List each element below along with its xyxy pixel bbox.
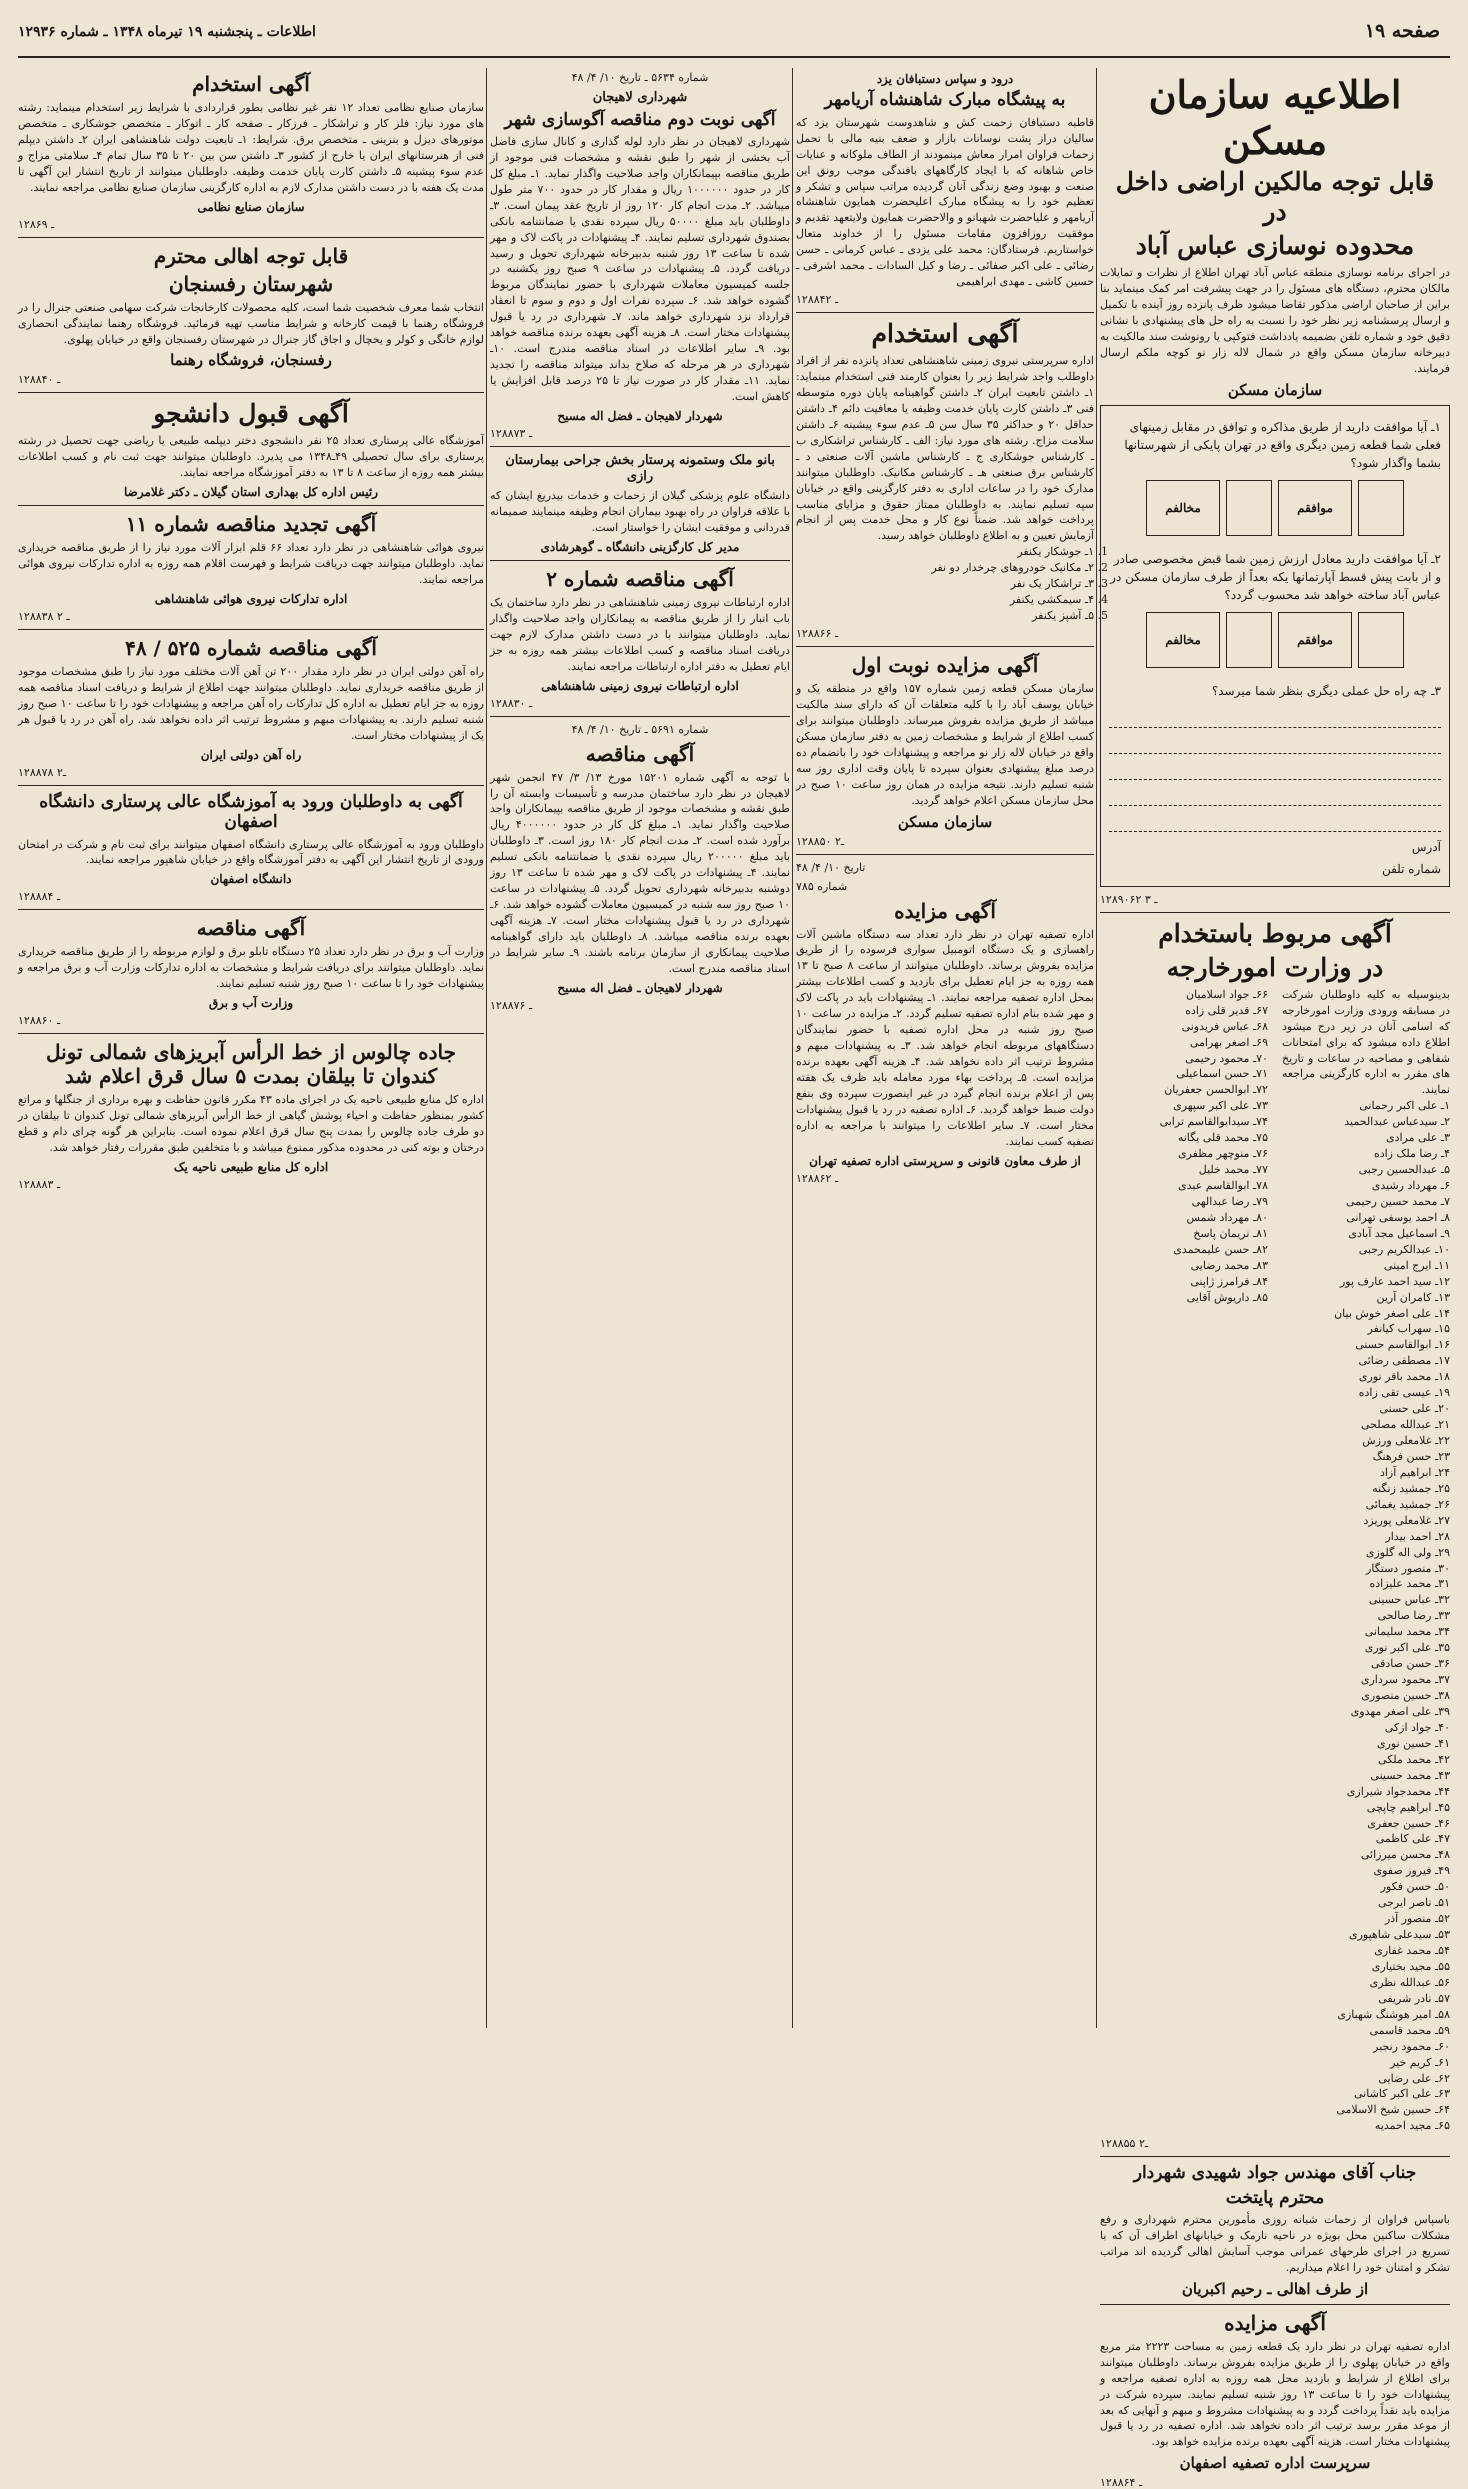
- auction-first-ref: ۱ـ۲ ۲۸۸۵۰: [796, 834, 845, 848]
- rafsanjan-ref: ۱ـ ۲۸۸۴۰: [18, 373, 61, 387]
- candidate-name: ۲۹ـ ولی اله گلوزی: [1365, 1545, 1450, 1559]
- list-item: 1. ۱ـ جوشکار یکنفر: [796, 544, 1094, 560]
- foreign-body: بدینوسیله به کلیه داوطلبان شرکت در مسابقه ورودی وزارت امورخارجه که اسامی آنان در زیر درج میشود اطلاع داده میشود که برای امتحانات شفاهی و مصاحبه در ساعات و تاریخ های مقرر به اداره کارگزینی مراجعه نمایند.: [1282, 987, 1450, 1097]
- tender-rail-sig: راه آهن دولتی ایران: [200, 747, 302, 762]
- nurse-body: دانشگاه علوم پزشکی گیلان از زحمات و خدمات بیدریغ ایشان که با علاقه فراوان در راه بهبود بیماران انجام وظیفه مینمایند صمیمانه قدردانی و موفقیت ایشان را خواستار است.: [490, 489, 790, 534]
- housing-body: در اجرای برنامه نوسازی منطقه عباس آباد تهران اطلاع از نظرات و تمایلات مالکان محترم، دستگاه های مسئول را در جهت پیشرفت امر کمک مینماید بنا براین از صاحبان اراضی مذکور تقاضا میشود ظرف پانزده روز آینده با تکمیل و ارسال پرسشنامه زیر نظر خود را نسبت به راه حل های پیشنهادی با نشانی دقیق خود و شماره تلفن بضمیمه یادداشت فتوکپی یا رونوشت سند مالکیت به دبیرخانه سازمان مسکن واقع در شمال لاله زار نو کوچه ملکم ارسال فرمایند.: [1100, 266, 1450, 375]
- candidate-name: ۵۲ـ منصور آذر: [1384, 1912, 1450, 1926]
- question-1: ۱ـ آیا موافقت دارید از طریق مذاکره و توافق در مقابل زمینهای فعلی شما قطعه زمین دیگری واقع در تهران پایکی از شهرستانها بشما واگذار شود؟: [1124, 419, 1441, 470]
- candidate-name: ۴۲ـ محمد ملکی: [1378, 1752, 1450, 1766]
- candidate-name: ۸۴ـ فرامرز ژاپنی: [1190, 1274, 1268, 1288]
- nurse-title: بانو ملک وستمونه پرستار بخش جراحی بیمارستان رازی: [505, 452, 775, 484]
- candidate-name: ۳۹ـ علی اصغر مهدوی: [1350, 1704, 1450, 1718]
- candidate-name: ۱۱ـ ایرج امینی: [1383, 1258, 1450, 1272]
- auction-c1-sig: سرپرست اداره تصفیه اصفهان: [1179, 2454, 1371, 2473]
- engineer-body: باسپاس فراوان از زحمات شبانه روزی مأمورین محترم شهرداری و رفع مشکلات ساکنین محل بویژه در ناحیه نارمک و خیابانهای اطراف آن که با تسریع در اجرای طرحهای عمرانی موجب آسایش اهالی گردیده اند مراتب تشکر و امتنان خود را اعلام میداریم.: [1100, 2213, 1450, 2274]
- auction-c2-sig: از طرف معاون قانونی و سرپرستی اداره تصفیه تهران: [809, 1153, 1081, 1168]
- foreign-ref: ۱ـ۲ ۲۸۸۵۵: [1100, 2137, 1149, 2151]
- student-body: آموزشگاه عالی پرستاری تعداد ۲۵ نفر دانشجوی دختر دیپلمه طبیعی یا ریاضی جهت تحصیل در رشته پرستاری برای سال تحصیلی ۴۹ـ۱۳۴۸ می پذیرد. داوطلبان میتوانند جهت ثبت نام و کسب اطلاعات بیشتر همه روزه از ساعت ۸ تا ۱۳ به دفتر آموزشگاه مراجعه نمایند.: [18, 434, 485, 480]
- candidate-name: ۷ـ محمد حسین رحیمی: [1345, 1194, 1450, 1208]
- candidate-name: ۵۸ـ امیر هوشنگ شهبازی: [1337, 2007, 1450, 2021]
- candidate-name: ۲۴ـ ابراهیم آزاد: [1379, 1465, 1450, 1479]
- rafsanjan-body: انتخاب شما معرف شخصیت شما است، کلیه محصولات کارخانجات شرکت سهامی صنعتی جنرال را در فروشگاه رهنما با قیمت کارخانه و شرایط مناسب تهیه فرمائید. فروشگاه رهنما نمایندگی انحصاری لوازم خانگی و کولر و یخچال و اجاق گاز جنرال در شهرستان رفسنجان واقع در خیابان پهلوی.: [18, 300, 484, 346]
- divider: [1100, 2304, 1450, 2305]
- employ-c2-list: [796, 544, 1094, 624]
- divider: [490, 446, 790, 447]
- question-3: ۳ـ چه راه حل عملی دیگری بنظر شما میرسد؟: [1211, 683, 1441, 698]
- candidate-name: ۱۵ـ سهراب کیانفر: [1367, 1322, 1450, 1336]
- housing-org-title: اطلاعیه سازمان مسکن: [1148, 72, 1402, 163]
- candidate-name: ۷۲ـ ابوالحسن جعفریان: [1164, 1083, 1268, 1097]
- candidate-name: ۳۲ـ عباس حسینی: [1368, 1593, 1450, 1607]
- phone-label: شماره تلفن: [1381, 861, 1441, 876]
- column-housing: [1100, 68, 1451, 2489]
- tunnel-title: جاده چالوس از خط الرأس آبریزهای شمالی تونل کندوان تا بیلقان بمدت ۵ سال قرق اعلام شد: [46, 1040, 456, 1089]
- divider: [18, 909, 484, 910]
- divider: [18, 785, 484, 786]
- candidate-name: ۶۳ـ علی اکبر کاشانی: [1354, 2087, 1450, 2101]
- auction-c2-num: شماره ۷۸۵: [796, 879, 848, 893]
- candidate-name: ۲۲ـ غلامعلی ورزش: [1362, 1434, 1450, 1447]
- candidate-name: ۳۶ـ حسن صادقی: [1370, 1657, 1450, 1671]
- lahijan-body: شهرداری لاهیجان در نظر دارد لوله گذاری و کانال سازی فاضل آب بخشی از شهر را طبق نقشه و مشخصات فنی موجود از طریق مناقصه بپیمانکاران واجد صلاحیت واگذار نماید. ۱ـ مبلغ کل کار در حدود ۱۰۰۰۰۰۰ ریال و مقدار کار در حدود ۷۰۰ متر طول میباشد. ۲ـ مدت انجام کار ۱۲۰ روز از تاریخ عقد پیمان است. ۳ـ داوطلبان باید مبلغ ۵۰۰۰۰ ریال سپرده نقدی یا ضمانتنامه بانکی بصندوق شهرداری تسلیم نمایند. ۴ـ پیشنهادات در پاکت لاک و مهر شده تا ساعت ۱۳ روز شنبه بدبیرخانه شهرداری تحویل و رسید دریافت گردد. ۵ـ پیشنهادات در ساعت ۹ صبح روز یکشنبه در جلسه کمیسیون معاملات شهرداری با حضور نمایندگان مربوط گشوده خواهد شد. ۶ـ سپرده نفرات اول و دوم و سوم تا انعقاد قرارداد نزد شهرداری خواهد ماند. ۷ـ شهرداری در رد یا قبول پیشنهادات مختار است. ۸ـ هزینه آگهی بعهده برنده مناقصه خواهد بود. ۹ـ سایر اطلاعات در اسناد مناقصه مندرج است. ۱۰ـ شهرداری در هر مرحله که صلاح بداند میتواند مناقصه را تجدید نماید. ۱۱ـ مقدار کار در صورت نیاز تا ۲۵ درصد قابل افزایش یا کاهش است.: [490, 134, 791, 403]
- candidate-name: ۵ـ عبدالحسین رجبی: [1358, 1163, 1450, 1177]
- candidate-name: ۴ـ رضا ملک زاده: [1373, 1147, 1450, 1161]
- column-4: [18, 68, 484, 2028]
- engineer-title-2: محترم پایتخت: [1225, 2187, 1325, 2208]
- column-rule: [486, 68, 487, 2028]
- candidate-name: ۵۷ـ نادر شریفی: [1378, 1991, 1450, 2005]
- tender-lahijan2-body: با توجه به آگهی شماره ۱۵۲۰۱ مورخ ۱۳/ ۳/ ۴۷ انجمن شهر لاهیجان در نظر دارد ساختمان مدرسه و تأسیسات وابسته آن را طبق نقشه و مشخصات موجود از طریق مناقصه بپیمانکاران واجد صلاحیت واگذار نماید. ۱ـ مبلغ کل کار در حدود ۴۰۰۰۰۰۰ ریال برآورد شده است. ۲ـ مدت انجام کار ۱۸۰ روز است. ۳ـ داوطلبان باید مبلغ ۲۰۰۰۰۰ ریال سپرده نقدی یا ضمانتنامه بانکی تسلیم نمایند. ۴ـ پیشنهادات در پاکت لاک و مهر شده تا ساعت ۱۳ روز دوشنبه بدبیرخانه شهرداری تحویل گردد. ۵ـ پیشنهادات در ساعت ۱۰ صبح روز سه شنبه در کمیسیون معاملات گشوده خواهد شد. ۶ـ شهرداری در رد یا قبول پیشنهادات مختار است. ۷ـ هزینه آگهی بعهده برنده مناقصه میباشد. ۸ـ داوطلبان باید دارای گواهینامه صلاحیت پیمانکاری از سازمان برنامه باشند. ۹ـ سایر شرایط در اسناد مناقصه مندرج است.: [490, 770, 791, 975]
- candidate-name: ۲۰ـ علی حسنی: [1379, 1402, 1450, 1416]
- divider: [18, 237, 484, 238]
- candidate-name: ۳۰ـ منصور دستگار: [1366, 1561, 1450, 1575]
- q1-agree-checkbox[interactable]: [1358, 480, 1404, 536]
- student-sig: رئیس اداره کل بهداری استان گیلان ـ دکتر غلامرضا: [124, 485, 378, 500]
- isfahan-sig: دانشگاه اصفهان: [210, 872, 292, 887]
- isfahan-body: داوطلبان ورود به آموزشگاه عالی پرستاری دانشگاه اصفهان میتوانند برای ثبت نام و شرکت در امتحان ورودی از تاریخ انتشار این آگهی به دفتر آموزشگاه واقع در خیابان شاهپور مراجعه نمایند.: [18, 837, 484, 867]
- candidate-name: ۴۴ـ محمدجواد شیرازی: [1346, 1784, 1450, 1798]
- candidate-name: ۷۵ـ محمد قلی یگانه: [1177, 1131, 1268, 1145]
- candidate-name: ۶۹ـ اصغر بهرامی: [1189, 1035, 1268, 1049]
- newspaper-page: [18, 18, 1451, 2489]
- candidate-name: ۶۴ـ حسین شیخ الاسلامی: [1336, 2103, 1450, 2117]
- q2-disagree-label: مخالفم: [1146, 612, 1220, 668]
- candidate-name: ۴۳ـ محمد حسینی: [1370, 1768, 1450, 1782]
- employ-c1-title: آگهی استخدام: [192, 72, 310, 96]
- tender2-title: آگهی مناقصه شماره ۲: [546, 566, 734, 591]
- isfahan-title: آگهی به داوطلبان ورود به آموزشگاه عالی پرستاری دانشگاه اصفهان: [39, 791, 463, 833]
- tunnel-sig: اداره کل منابع طبیعی ناحیه یک: [173, 1159, 329, 1174]
- answer-line-5[interactable]: [1109, 810, 1441, 832]
- column-2: [796, 68, 1094, 2028]
- candidate-name: ۲۳ـ حسن فرهنگ: [1372, 1449, 1450, 1463]
- candidate-name: ۷۴ـ سیدابوالقاسم ترابی: [1159, 1115, 1268, 1129]
- foreign-title-2: در وزارت امورخارجه: [1166, 952, 1384, 982]
- tender2-sig: اداره ارتباطات نیروی زمینی شاهنشاهی: [541, 678, 739, 693]
- candidate-name: ۹ـ اسماعیل مجد آبادی: [1348, 1226, 1450, 1240]
- candidate-name: ۱۲ـ سید احمد عارف پور: [1339, 1274, 1450, 1288]
- candidate-name: ۵۹ـ محمد قاسمی: [1369, 2023, 1450, 2037]
- candidate-name: ۴۰ـ جواد ازکی: [1384, 1720, 1450, 1734]
- candidate-name: ۸۱ـ نریمان پاسخ: [1193, 1226, 1268, 1240]
- divider: [796, 646, 1094, 647]
- yazd-title: به پیشگاه مبارک شاهنشاه آریامهر: [824, 90, 1066, 111]
- candidate-name: ۸۳ـ محمد رضایی: [1190, 1258, 1268, 1272]
- candidate-name: ۷۶ـ منوچهر مظفری: [1177, 1147, 1268, 1161]
- candidate-name: ۲۵ـ جمشید زنگنه: [1372, 1481, 1450, 1495]
- candidate-name: ۲۱ـ عبدالله مصلحی: [1361, 1418, 1450, 1432]
- tender11-title: آگهی تجدید مناقصه شماره ۱۱: [125, 512, 377, 537]
- lahijan-sig: شهردار لاهیجان ـ فضل اله مسیح: [557, 408, 723, 423]
- auction-c2-title: آگهی مزایده: [894, 898, 996, 923]
- candidate-name: ۶۸ـ عباس فریدونی: [1181, 1019, 1268, 1033]
- tender-c1-sig: وزارت آب و برق: [208, 996, 294, 1011]
- lahijan-org: شهرداری لاهیجان: [592, 90, 688, 105]
- divider: [796, 854, 1094, 855]
- candidate-name: ۱۷ـ مصطفی رضائی: [1358, 1354, 1450, 1368]
- employ-c2-body: اداره سرپرستی نیروی زمینی شاهنشاهی تعداد پانزده نفر از افراد داوطلب واجد شرایط زیر را بعنوان کارمند فنی استخدام مینماید: ۱ـ داشتن تابعیت ایران ۲ـ داشتن گواهینامه پایان دوره متوسطه فنی ۳ـ داشتن کارت پایان خدمت وظیفه یا معافیت دائم ۴ـ داشتن حداقل ۲۰ و حداکثر ۳۵ سال سن ۵ـ عدم سوء پیشینه ۶ـ داشتن سلامت مزاج. رشته های مورد نیاز: الف ـ کارشناس تراشکاری ب ـ کارشناس جوشکاری ج ـ کارشناس ماشین آلات صنعتی د ـ کارشناس برق صنعتی هـ ـ کارشناس مکانیک. داوطلبان میتوانند مدارک خود را در ساعات اداری به دفتر کارگزینی واقع در خیابان سپه تسلیم نمایند. به داوطلبان ممتاز حقوق و مزایای مناسب پرداخت خواهد شد. ضمناً نوع کار و محل خدمت پس از انجام آزمایش تعیین و به اطلاع داوطلبان خواهد رسید.: [796, 354, 1094, 543]
- candidate-name: ۵۱ـ ناصر ایرجی: [1377, 1896, 1450, 1910]
- lahijan-ref: ۱ـ ۲۸۸۷۳: [490, 426, 533, 440]
- candidate-name: ۱ـ علی اکبر رحمانی: [1359, 1099, 1450, 1113]
- q2-disagree-checkbox[interactable]: [1226, 612, 1272, 668]
- tender11-sig: اداره تدارکات نیروی هوائی شاهنشاهی: [154, 592, 348, 607]
- candidate-name: ۲۸ـ احمد بیدار: [1385, 1529, 1450, 1543]
- candidate-name: ۳۴ـ محمد سلیمانی: [1364, 1625, 1450, 1639]
- candidate-name: ۲ـ سیدعباس عبدالحمید: [1344, 1115, 1450, 1129]
- answer-line-4[interactable]: [1109, 784, 1441, 806]
- q1-agree-label: موافقم: [1278, 480, 1352, 536]
- column-3: [490, 68, 790, 2028]
- auction-c1-body: اداره تصفیه تهران در نظر دارد یک قطعه زمین به مساحت ۲۲۲۳ متر مربع واقع در خیابان پهلوی را از طریق مزایده بفروش برساند. داوطلبان میتوانند برای اطلاع از شرایط و بازدید محل همه روزه به اداره تصفیه مراجعه و پیشنهادات خود را تا ساعت ۱۳ روز شنبه تسلیم نمایند. سپرده شرکت در مزایده باید نقداً پرداخت گردد و به پیشنهادات مشروط و مبهم و آنهایی که بعد از موعد مقرر برسد ترتیب اثر داده نخواهد شد. اداره تصفیه در رد یا قبول پیشنهادات مختار است. هزینه آگهی بعهده برنده مزایده خواهد بود.: [1100, 2339, 1451, 2449]
- address-label: آدرس: [1411, 839, 1441, 854]
- candidate-name: ۷۳ـ علی اکبر سپهری: [1173, 1099, 1268, 1113]
- divider: [18, 1033, 484, 1034]
- candidate-name: ۱۹ـ عیسی تقی زاده: [1358, 1386, 1450, 1400]
- candidate-name: ۲۶ـ جمشید یغمائی: [1365, 1497, 1450, 1511]
- tunnel-body: اداره کل منابع طبیعی ناحیه یک در اجرای ماده ۴۳ مکرر قانون حفاظت و بهره برداری از جنگلها و مراتع کشور بمنظور حفاظت و احیاء پوشش گیاهی از خط الرأس آبریزهای شمالی تونل کندوان تا بیلقان در دو طرف جاده چالوس را بمدت پنج سال قرق اعلام نموده است. بنابراین هر گونه چرای دام و قطع درختان و بوته کنی در محدوده مذکور ممنوع میباشد و با متخلفین طبق مقررات رفتار خواهد شد.: [18, 1093, 484, 1155]
- tender-lahijan2-meta: شماره ۵۶۹۱ ـ تاریخ ۱۰/ ۴/ ۴۸: [571, 722, 709, 736]
- candidate-name: ۶۲ـ علی رضایی: [1378, 2071, 1450, 2085]
- housing-signature: سازمان مسکن: [1227, 380, 1323, 399]
- lahijan-meta: شماره ۵۶۳۴ ـ تاریخ ۱۰/ ۴/ ۴۸: [571, 71, 709, 84]
- tunnel-ref: ۱ـ ۲۸۸۸۳: [18, 1177, 61, 1191]
- tender2-body: اداره ارتباطات نیروی زمینی شاهنشاهی در نظر دارد ساختمان یک باب انبار را از طریق مناقصه به پیمانکاران واجد صلاحیت واگذار نماید. داوطلبان میتوانند با در دست داشتن مدارک لازم جهت دریافت اسناد مناقصه و کسب اطلاعات بیشتر همه روزه به جز ایام تعطیل به دفتر اداره ارتباطات مراجعه نمایند.: [490, 595, 790, 673]
- candidate-name: ۸ـ احمد یوسفی تهرانی: [1346, 1210, 1450, 1224]
- candidate-name: ۱۸ـ محمد باقر نوری: [1358, 1370, 1450, 1384]
- tender-rail-body: راه آهن دولتی ایران در نظر دارد مقدار ۲۰۰ تن آهن آلات مختلف مورد نیاز را طبق مشخصات موجود از طریق مناقصه خریداری نماید. داوطلبان میتوانند جهت اطلاع از شرایط و دریافت اسناد مناقصه همه روزه به جز ایام تعطیل به اداره کل تدارکات راه آهن مراجعه و پیشنهادات خود را تا ساعت ۱۰ صبح روز شنبه تسلیم دارند. به پیشنهادات مبهم و مشروط ترتیب اثر داده نخواهد شد. راه آهن در رد یا قبول هر یک از پیشنهادات مختار است.: [18, 665, 484, 742]
- candidate-name: ۶۱ـ کریم خیر: [1390, 2055, 1450, 2069]
- nurse-sig: مدیر کل کارگزینی دانشگاه ـ گوهرشادی: [540, 539, 740, 554]
- tender-lahijan2-ref: ۱ـ ۲۸۸۷۶: [490, 998, 533, 1012]
- employ-c1-ref: ۱ـ ۲۸۶۹: [18, 217, 55, 231]
- employ-c1-sig: سازمان صنایع نظامی: [197, 199, 305, 214]
- divider: [490, 716, 790, 717]
- isfahan-ref: ۱ـ ۲۸۸۸۴: [18, 890, 61, 904]
- q2-agree-label: موافقم: [1278, 612, 1352, 668]
- auction-c2-date: تاریخ ۱۰/ ۴/ ۴۸: [796, 860, 866, 874]
- student-title: آگهی قبول دانشجو: [153, 399, 349, 429]
- candidate-name: ۳۷ـ محمود سرداری: [1360, 1673, 1450, 1687]
- tender-rail-ref: ۱ـ۲ ۲۸۸۷۸: [18, 765, 67, 779]
- tender2-ref: ۱ـ ۲۸۸۳۰: [490, 696, 533, 710]
- question-2-options: [1109, 612, 1441, 668]
- candidate-name: ۱۳ـ کامران آرین: [1376, 1290, 1450, 1304]
- candidate-name: ۷۷ـ محمد خلیل: [1198, 1163, 1268, 1177]
- auction-first-title: آگهی مزایده نوبت اول: [851, 653, 1039, 678]
- tender-c1-ref: ۱ـ ۲۸۸۶۰: [18, 1014, 61, 1028]
- list-item: 3. ۳ـ تراشکار یک نفر: [796, 576, 1094, 592]
- lahijan-title: آگهی نوبت دوم مناقصه آگوسازی شهر: [504, 109, 776, 130]
- candidate-name: ۷۸ـ ابوالقاسم عبدی: [1178, 1179, 1268, 1192]
- employ-c1-body: سازمان صنایع نظامی تعداد ۱۲ نفر غیر نظامی بطور قراردادی با شرایط زیر استخدام مینماید: رشته های مورد نیاز: فلز کار و تراشکار ـ فرزکار ـ صفحه کار ـ اتوکار ـ متخصص جوشکاری ـ متخصص موتورهای دیزل و بنزینی ـ متخصص برق. شرایط: ۱ـ تابعیت دولت شاهنشاهی ایران ۲ـ داشتن دیپلم فنی از هنرستانهای ایران یا خارج از کشور ۳ـ داشتن سن بین ۲۰ تا ۳۵ سال تمام ۴ـ سلامتی مزاج و عدم سوء پیشینه ۵ـ داشتن کارت پایان خدمت وظیفه. داوطلبان میتوانند از تاریخ انتشار این آگهی تا مدت یک هفته با در دست داشتن مدارک لازم به اداره کارگزینی سازمان صنایع نظامی مراجعه نمایند.: [18, 101, 485, 194]
- yazd-body: قاطبه دستبافان زحمت کش و شاهدوست شهرستان یزد که سالیان دراز پشت نوسانات بازار و ضعف بنیه مالی با تحمل زحمات فراوان امرار معاش مینمودند از الطاف ملوکانه و عنایات خاص شاهانه که با ایجاد کارگاههای بافندگی موجب رونق این صنعت و بهبود وضع زندگی آنان گردیده مراتب سپاس و تشکر و تعظیم خود را به پیشگاه مبارک اعلیحضرت همایون شاهنشاه آریامهر و علیاحضرت شهبانو و والاحضرت همایون ولایتعهد تقدیم و موفقیت روزافزون مقامات مسئول را از خداوند متعال خواستاریم. فرستادگان: محمد علی یزدی ـ عباس کرمانی ـ حسن رضائی ـ علی اکبر صفائی ـ رضا و کیل السادات ـ محمد اشرفی ـ حسین کاشی ـ مهدی ابراهیمی: [796, 115, 1094, 289]
- tender-rail-title: آگهی مناقصه شماره ۵۲۵ / ۴۸: [125, 636, 377, 661]
- auction-first-sig: سازمان مسکن: [897, 812, 993, 831]
- candidate-name: ۶۵ـ مجید احمدیه: [1374, 2119, 1450, 2133]
- divider: [18, 392, 484, 393]
- yazd-kicker: درود و سپاس دستبافان یزد: [876, 72, 1014, 86]
- rafsanjan-title-2: شهرستان رفسنجان: [168, 271, 334, 296]
- employ-c2-ref: ۱ـ ۲۸۸۶۶: [796, 627, 839, 641]
- candidate-name: ۶۶ـ جواد اسلامیان: [1186, 987, 1268, 1001]
- tender11-ref: ۱ـ ۲ ۲۸۸۳۸: [18, 610, 70, 624]
- housing-subtitle-1: قابل توجه مالکین اراضی داخل در: [1115, 167, 1435, 227]
- candidate-name: ۴۱ـ حسین نوری: [1376, 1736, 1450, 1750]
- candidate-name: ۸۰ـ مهرداد شمس: [1186, 1210, 1268, 1224]
- tender-lahijan2-sig: شهردار لاهیجان ـ فضل اله مسیح: [557, 980, 723, 995]
- column-rule: [792, 68, 793, 2028]
- rafsanjan-title-1: قابل توجه اهالی محترم: [153, 243, 349, 268]
- foreign-names: [1100, 987, 1450, 2135]
- candidate-name: ۷۰ـ محمود رحیمی: [1185, 1051, 1268, 1065]
- auction-c2-body: اداره تصفیه تهران در نظر دارد تعداد سه دستگاه ماشین آلات راهسازی و یک دستگاه اتومبیل سواری فرسوده را از طریق مزایده بفروش برساند. داوطلبان میتوانند از ساعت ۸ صبح تا ۱۳ همه روزه به جز ایام تعطیل برای بازدید و کسب اطلاعات بیشتر بمحل اداره تصفیه مراجعه نمایند. ۱ـ پیشنهادات باید در پاکت لاک و مهر شده بنام اداره تصفیه تسلیم گردد. ۲ـ مزایده در ساعت ۱۰ صبح روز شنبه در محل اداره تصفیه با حضور نمایندگان دستگاههای مربوطه انجام خواهد شد. ۳ـ به پیشنهادات مبهم و مشروط ترتیب اثر داده نخواهد شد. ۴ـ هزینه آگهی بعهده برنده مزایده است. ۵ـ پرداخت بهاء مورد معامله باید ظرف یک هفته پس از اعلام برنده انجام گیرد در غیر اینصورت سپرده وی بنفع دولت ضبط خواهد گردید. ۶ـ اداره تصفیه در رد یا قبول پیشنهادات مختار است. ۷ـ سایر اطلاعات را میتوانند با مراجعه به اداره تصفیه کسب نمایند.: [796, 927, 1094, 1148]
- tender-c1-title: آگهی مناقصه: [196, 916, 306, 941]
- auction-c1-title: آگهی مزایده: [1224, 2310, 1326, 2335]
- candidate-name: ۱۰ـ عبدالکریم رجبی: [1358, 1242, 1450, 1256]
- answer-line-1[interactable]: [1109, 706, 1441, 728]
- candidate-name: ۸۲ـ حسن علیمحمدی: [1173, 1242, 1268, 1256]
- foreign-title-1: آگهی مربوط باستخدام: [1158, 918, 1392, 948]
- divider: [1100, 912, 1450, 913]
- tender-lahijan2-title: آگهی مناقصه: [585, 741, 695, 766]
- tender-c1-body: وزارت آب و برق در نظر دارد تعداد ۲۵ دستگاه تابلو برق و لوازم مربوطه را از طریق مناقصه خریداری نماید. داوطلبان میتوانند برای دریافت شرایط و مشخصات به اداره تدارکات وزارت آب و برق مراجعه و پیشنهادات خود را تا ساعت ۱۰ صبح روز شنبه تسلیم نمایند.: [18, 945, 485, 991]
- candidate-name: ۴۵ـ ابراهیم چاپچی: [1366, 1800, 1450, 1814]
- q1-disagree-checkbox[interactable]: [1226, 480, 1272, 536]
- candidate-name: ۱۴ـ علی اصغر خوش بیان: [1334, 1306, 1450, 1320]
- candidate-name: ۵۳ـ سیدعلی شاهپوری: [1348, 1928, 1450, 1942]
- masthead-rule: [18, 56, 1450, 58]
- question-2: ۲ـ آیا موافقت دارید معادل ارزش زمین شما قبض مخصوصی صادر و از بابت پیش قسط آپارتمانها یکه بعداً از طرف سازمان مسکن در عباس آباد ساخته خواهد شد محسوب گردد؟: [1110, 551, 1441, 602]
- names-list-a: [1100, 987, 1268, 1306]
- rafsanjan-sig: رفسنجان، فروشگاه رهنما: [170, 351, 332, 370]
- divider: [18, 505, 484, 506]
- auction-c1-ref: ۱ـ ۲۸۸۶۴: [1100, 2476, 1143, 2489]
- q2-agree-checkbox[interactable]: [1358, 612, 1404, 668]
- engineer-sig: از طرف اهالی ـ رحیم اکبریان: [1181, 2279, 1369, 2298]
- candidate-name: ۵۰ـ حسن فکور: [1380, 1880, 1450, 1894]
- employ-c2-title: آگهی استخدام: [871, 319, 1019, 349]
- issue-line: اطلاعات ـ پنجشنبه ۱۹ تیرماه ۱۳۴۸ ـ شماره ۱۲۹۳۶: [18, 24, 316, 40]
- candidate-name: ۱۶ـ ابوالقاسم حسنی: [1355, 1338, 1450, 1352]
- q1-disagree-label: مخالفم: [1146, 480, 1220, 536]
- candidate-name: ۳۵ـ علی اکبر نوری: [1364, 1641, 1450, 1655]
- candidate-name: ۲۷ـ غلامعلی پوریزد: [1363, 1513, 1450, 1527]
- housing-ref: ۱ـ ۳ ۲۸۹۰۶۲: [1100, 892, 1158, 906]
- list-item: 4. ۴ـ سیمکشی یکنفر: [796, 592, 1094, 608]
- candidate-name: ۵۴ـ محمد غفاری: [1374, 1944, 1450, 1957]
- divider: [1100, 2156, 1450, 2157]
- column-rule: [1096, 68, 1097, 2028]
- housing-questionnaire: [1100, 405, 1450, 887]
- page-number: صفحه ۱۹: [1364, 20, 1440, 42]
- candidate-name: ۶۷ـ قدیر قلی زاده: [1185, 1003, 1268, 1017]
- names-list-b: [1282, 1098, 1450, 2134]
- candidate-name: ۶۰ـ محمود رنجبر: [1373, 2039, 1450, 2053]
- candidate-name: ۳۱ـ محمد علیزاده: [1369, 1577, 1450, 1591]
- candidate-name: ۴۷ـ علی کاظمی: [1375, 1832, 1450, 1846]
- question-1-options: [1109, 480, 1441, 536]
- candidate-name: ۴۸ـ محسن میرزائی: [1360, 1848, 1450, 1862]
- divider: [18, 629, 484, 630]
- auction-c2-ref: ۱ـ ۲۸۸۶۲: [796, 1171, 839, 1185]
- candidate-name: ۵۵ـ مجید بختیاری: [1371, 1959, 1450, 1973]
- answer-line-3[interactable]: [1109, 758, 1441, 780]
- answer-line-2[interactable]: [1109, 732, 1441, 754]
- candidate-name: ۷۹ـ رضا عبدالهی: [1191, 1194, 1268, 1208]
- auction-first-body: سازمان مسکن قطعه زمین شماره ۱۵۷ واقع در منطقه یک و خیابان یوسف آباد را با کلیه متعلقات آن که دارای سند مالکیت میباشد از طریق مزایده بفروش میرساند. داوطلبان میتوانند برای کسب اطلاع از شرایط و مشخصات زمین به دفتر سازمان مسکن واقع در خیابان لاله زار نو مراجعه و پیشنهادات خود را بانضمام ده درصد مبلغ پیشنهادی بعنوان سپرده تا پایان وقت اداری روز سه شنبه تسلیم دارند. نتیجه مزایده در همان روز ساعت ۱۰ صبح در محل سازمان مسکن اعلام خواهد گردید.: [796, 682, 1094, 807]
- divider: [490, 560, 790, 561]
- candidate-name: ۳ـ علی مرادی: [1385, 1131, 1450, 1145]
- list-item: 5. ۵ـ آشپز یکنفر: [796, 608, 1094, 624]
- candidate-name: ۴۹ـ فیروز صفوی: [1373, 1864, 1450, 1878]
- candidate-name: ۴۶ـ حسین جعفری: [1367, 1816, 1450, 1830]
- housing-subtitle-2: محدوده نوسازی عباس آباد: [1135, 231, 1415, 261]
- candidate-name: ۷۱ـ حسن اسماعیلی: [1176, 1067, 1268, 1081]
- yazd-ref: ۱ـ ۲۸۸۴۲: [796, 293, 839, 307]
- engineer-title-1: جناب آقای مهندس جواد شهیدی شهردار: [1133, 2163, 1417, 2184]
- tender11-body: نیروی هوائی شاهنشاهی در نظر دارد تعداد ۶۶ قلم ابزار آلات مورد نیاز را از طریق مناقصه خریداری نماید. داوطلبان میتوانند جهت دریافت شرایط و فهرست اقلام همه روزه به اداره تدارکات نیروی هوائی مراجعه نمایند.: [18, 541, 484, 587]
- candidate-name: ۳۸ـ حسین منصوری: [1361, 1689, 1450, 1702]
- candidate-name: ۳۳ـ رضا صالحی: [1377, 1609, 1450, 1623]
- candidate-name: ۵۶ـ عبدالله نظری: [1369, 1975, 1450, 1989]
- candidate-name: ۶ـ مهرداد رشیدی: [1371, 1179, 1450, 1192]
- candidate-name: ۸۵ـ داریوش آقایی: [1186, 1290, 1268, 1304]
- list-item: 2. ۲ـ مکانیک خودروهای چرخدار دو نفر: [796, 560, 1094, 576]
- divider: [796, 312, 1094, 313]
